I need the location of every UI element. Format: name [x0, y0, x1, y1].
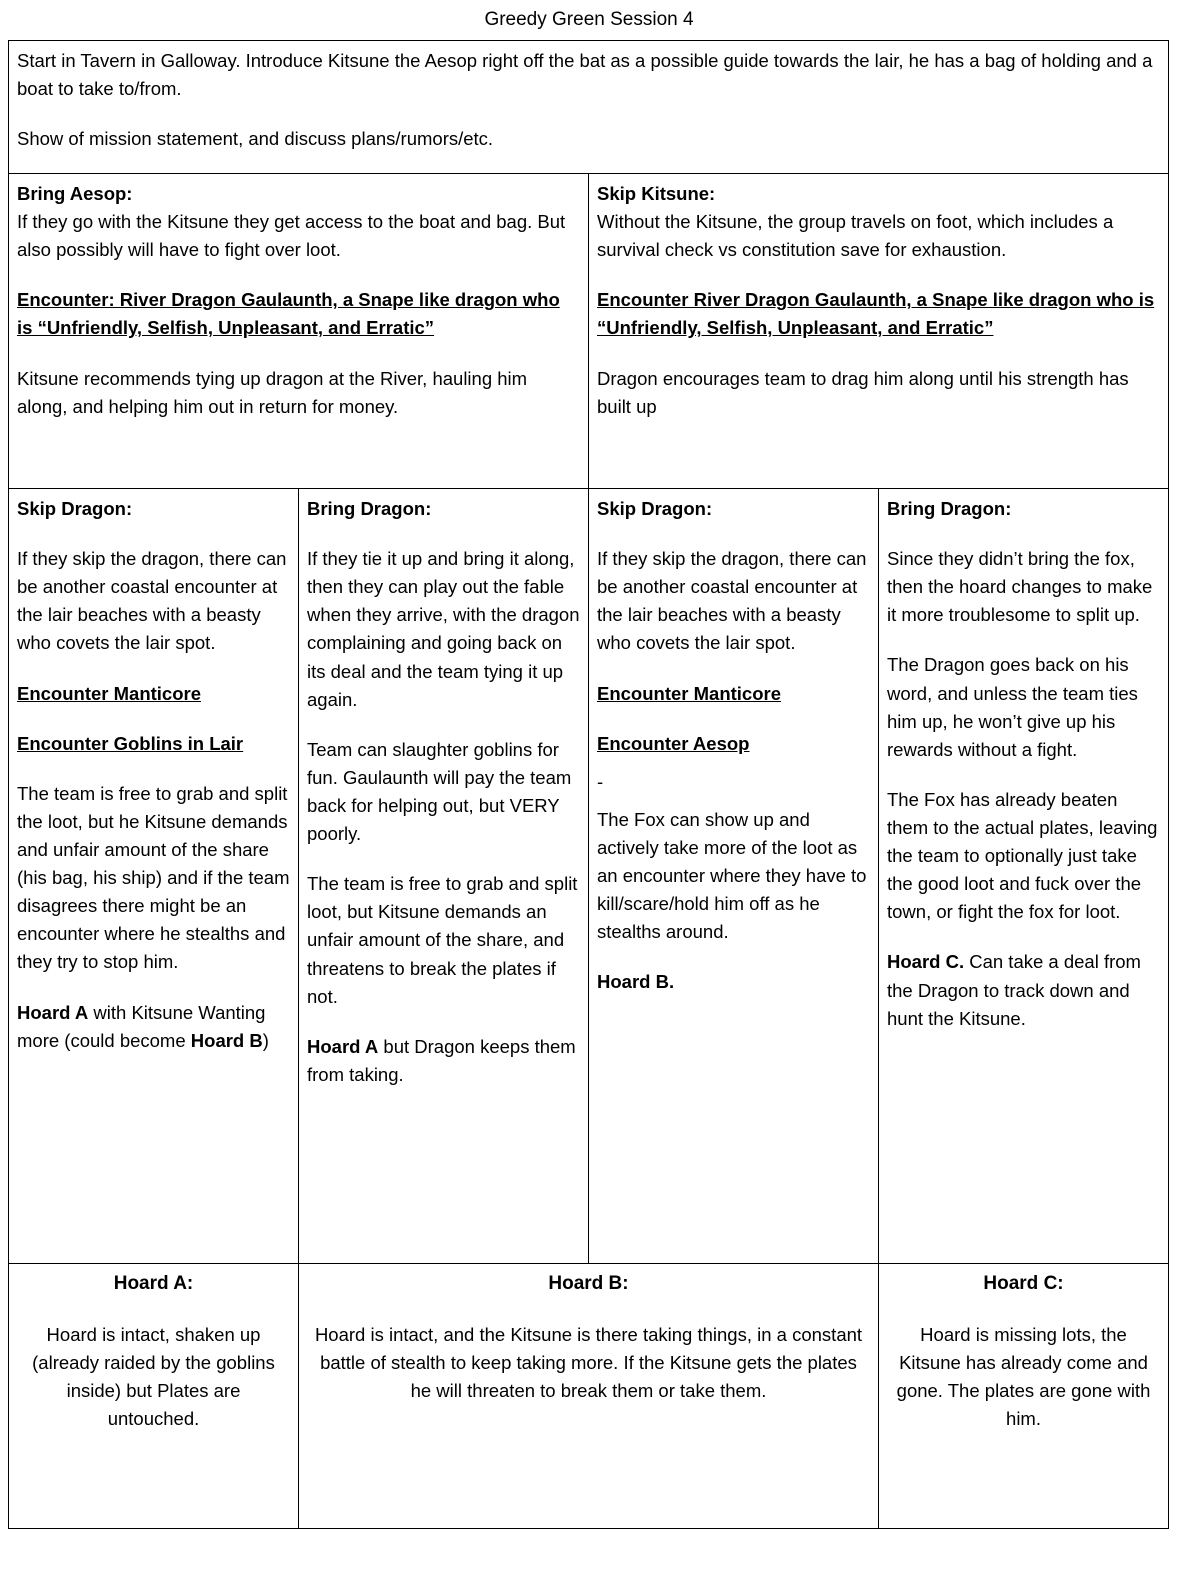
bring-dragon-a-para-1: If they tie it up and bring it along, then they can play out the fable when they arrive, with the dragon complaining and going back on its deal and the team tying it up again.	[307, 548, 580, 710]
spacer	[17, 977, 290, 999]
skip-kitsune-cell	[589, 174, 1169, 489]
hoard-label: Hoard A	[307, 1035, 379, 1057]
skip-dragon-a-encounter-1: Encounter Manticore	[17, 682, 201, 704]
bring-aesop-para-2: Kitsune recommends tying up dragon at the River, hauling him along, and helping him out in return for money.	[17, 367, 528, 417]
spacer	[887, 926, 1160, 948]
intro-line-2: Show of mission statement, and discuss plans/rumors/etc.	[17, 128, 494, 150]
bring-dragon-a-para-2: Team can slaughter goblins for fun. Gaulaunth will pay the team back for helping out, but VERY poorly.	[307, 738, 572, 845]
spacer	[887, 764, 1160, 786]
bring-dragon-a-hoard	[307, 1033, 580, 1089]
spacer	[597, 658, 870, 680]
hoard-text: Can take a deal from the Dragon to track down and hunt the Kitsune.	[887, 951, 1141, 1029]
hoard-a-title: Hoard A:	[113, 1273, 194, 1294]
skip-dragon-b-encounter-2: Encounter Aesop	[597, 732, 750, 754]
skip-dragon-a-encounter-2: Encounter Goblins in Lair	[17, 732, 244, 754]
bring-dragon-a-cell	[299, 489, 589, 1264]
hoard-a-cell	[9, 1264, 299, 1529]
hoard-tail: )	[262, 1029, 269, 1051]
spacer	[17, 343, 580, 365]
spacer	[887, 629, 1160, 651]
spacer	[307, 523, 580, 545]
spacer	[17, 264, 580, 286]
skip-kitsune-para-2: Dragon encourages team to drag him along until his strength has built up	[597, 367, 1129, 417]
session-outline-table	[8, 40, 1169, 1529]
skip-dragon-a-para-2: The team is free to grab and split the loot, but he Kitsune demands and unfair amount of the share (his bag, his ship) and if the team disagrees there might be an encounter where he stealths and they try to stop him.	[17, 782, 290, 973]
skip-dragon-a-para-1: If they skip the dragon, there can be another coastal encounter at the lair beaches with a beasty who covets the lair spot.	[17, 548, 287, 654]
spacer	[17, 523, 290, 545]
skip-kitsune-para-1: Without the Kitsune, the group travels on foot, which includes a survival check vs constitution save for exhaustion.	[597, 211, 1114, 261]
page-title: Greedy Green Session 4	[484, 9, 694, 30]
bring-aesop-heading: Bring Aesop:	[17, 183, 133, 204]
skip-dragon-b-cell	[589, 489, 879, 1264]
skip-dragon-b-hoard	[597, 968, 870, 996]
skip-kitsune-encounter: Encounter River Dragon Gaulaunth, a Snape like dragon who is “Unfriendly, Selfish, Unpleasant, and Erratic”	[597, 289, 1155, 339]
skip-dragon-b-para-2: The Fox can show up and actively take more of the loot as an encounter where they have to kill/scare/hold him off as he stealths around.	[597, 808, 867, 943]
hoard-row	[9, 1264, 1169, 1529]
hoard-c-title: Hoard C:	[983, 1273, 1064, 1294]
hoard-text: but Dragon keeps them from taking.	[307, 1035, 576, 1085]
hoard-label: Hoard B.	[597, 971, 675, 993]
spacer	[597, 946, 870, 968]
skip-dragon-a-heading: Skip Dragon:	[17, 498, 133, 519]
hoard-b-body: Hoard is intact, and the Kitsune is there taking things, in a constant battle of stealth to keep taking more. If the Kitsune gets the plates he will threaten to break them or take them.	[314, 1323, 863, 1402]
bring-dragon-b-para-1: Since they didn’t bring the fox, then the hoard changes to make it more troublesome to split up.	[887, 548, 1153, 626]
spacer	[307, 848, 580, 870]
spacer	[887, 523, 1160, 545]
bring-dragon-b-para-2: The Dragon goes back on his word, and unless the team ties him up, he won’t give up his rewards without a fight.	[887, 654, 1138, 760]
skip-dragon-a-hoard	[17, 999, 290, 1055]
hoard-label-2: Hoard B	[190, 1029, 263, 1051]
skip-dragon-a-cell	[9, 489, 299, 1264]
spacer	[17, 658, 290, 680]
bring-dragon-b-hoard	[887, 948, 1160, 1032]
spacer	[597, 523, 870, 545]
branch-row-2	[9, 489, 1169, 1264]
spacer	[17, 758, 290, 780]
intro-row	[9, 41, 1169, 174]
dash-separator: -	[597, 771, 604, 793]
hoard-b-title: Hoard B:	[548, 1273, 629, 1294]
hoard-label: Hoard C.	[887, 951, 965, 973]
hoard-c-body: Hoard is missing lots, the Kitsune has already come and gone. The plates are gone with him.	[896, 1323, 1151, 1430]
bring-dragon-a-para-3: The team is free to grab and split loot, but Kitsune demands an unfair amount of the share, and threatens to break the plates if not.	[307, 873, 578, 1007]
bring-dragon-b-para-3: The Fox has already beaten them to the actual plates, leaving the team to optionally just take the good loot and fuck over the town, or fight the fox for loot.	[887, 788, 1158, 923]
spacer	[17, 708, 290, 730]
hoard-label: Hoard A	[17, 1001, 89, 1023]
spacer	[307, 714, 580, 736]
bring-aesop-cell	[9, 174, 589, 489]
hoard-b-cell	[299, 1264, 879, 1529]
hoard-c-cell	[879, 1264, 1169, 1529]
bring-aesop-encounter: Encounter: River Dragon Gaulaunth, a Snape like dragon who is “Unfriendly, Selfish, Unpleasant, and Erratic”	[17, 289, 560, 339]
bring-dragon-a-heading: Bring Dragon:	[307, 498, 432, 519]
hoard-a-body: Hoard is intact, shaken up (already raided by the goblins inside) but Plates are untouched.	[32, 1323, 275, 1430]
spacer	[307, 1011, 580, 1033]
skip-dragon-b-encounter-1: Encounter Manticore	[597, 682, 781, 704]
bring-dragon-b-cell	[879, 489, 1169, 1264]
spacer	[597, 264, 1160, 286]
bring-aesop-para-1: If they go with the Kitsune they get access to the boat and bag. But also possibly will have to fight over loot.	[17, 211, 566, 261]
intro-line-1: Start in Tavern in Galloway. Introduce Kitsune the Aesop right off the bat as a possible guide towards the lair, he has a bag of holding and a boat to take to/from.	[17, 50, 1153, 100]
intro-cell	[9, 41, 1169, 174]
spacer	[597, 343, 1160, 365]
skip-dragon-b-heading: Skip Dragon:	[597, 498, 713, 519]
bring-dragon-b-heading: Bring Dragon:	[887, 498, 1012, 519]
spacer	[597, 708, 870, 730]
skip-dragon-b-para-1: If they skip the dragon, there can be another coastal encounter at the lair beaches with a beasty who covets the lair spot.	[597, 548, 867, 654]
skip-kitsune-heading: Skip Kitsune:	[597, 183, 716, 204]
branch-row-1	[9, 174, 1169, 489]
hoard-text: with Kitsune Wanting more (could become	[17, 1001, 266, 1051]
